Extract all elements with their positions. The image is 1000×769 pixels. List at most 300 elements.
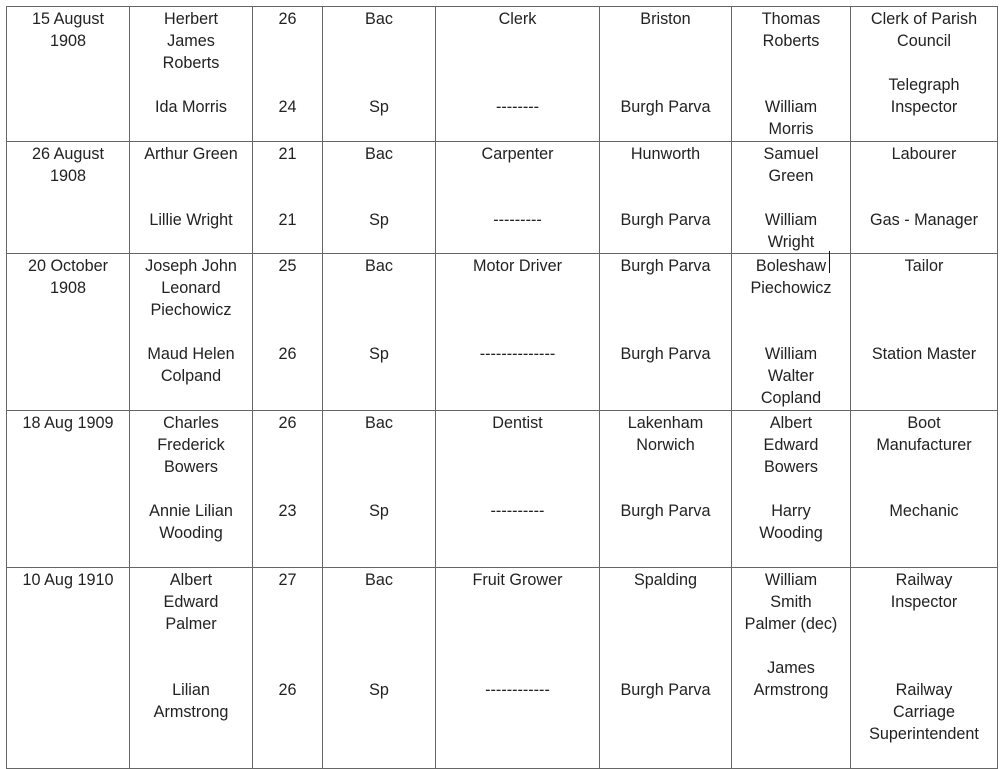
- cell-text-line: [438, 456, 597, 478]
- cell-text-line: Annie Lilian: [149, 502, 233, 520]
- cell-text-line: [853, 522, 995, 544]
- cell-text-line: 18 Aug 1909: [22, 414, 114, 432]
- cell-text-line: Station Master: [871, 345, 977, 363]
- cell-text-line: [325, 544, 433, 566]
- cell-text-line: [438, 591, 597, 613]
- cell-text-line: [9, 343, 127, 365]
- cell-text-line: [132, 187, 250, 209]
- cell-text-line: Gas - Manager: [870, 211, 978, 229]
- cell-text-line: [602, 456, 729, 478]
- cell-text-line: Sp: [369, 211, 389, 229]
- cell-text-line: [853, 544, 995, 566]
- cell-text-line: Leonard: [161, 279, 221, 297]
- cell-text-line: [9, 231, 127, 253]
- cell-text-line: Hunworth: [630, 145, 701, 163]
- cell-text-line: [602, 591, 729, 613]
- cell-text-line: Wooding: [159, 524, 223, 542]
- cell-text-line: Albert: [169, 571, 213, 589]
- cell-text-line: [853, 277, 995, 299]
- cell-text-line: [734, 701, 848, 723]
- cell-text-line: Railway: [895, 571, 953, 589]
- cell-text-line: [734, 635, 848, 657]
- table-row: [7, 254, 998, 411]
- residence-cell: [600, 142, 732, 254]
- cell-text-line: [438, 118, 597, 140]
- cell-text-line: [438, 522, 597, 544]
- cell-text-line: [325, 321, 433, 343]
- cell-text-line: [255, 231, 320, 253]
- cell-text-line: Sp: [369, 681, 389, 699]
- cell-text-line: Railway: [895, 681, 953, 699]
- cell-text-line: Morris: [768, 120, 814, 138]
- cell-text-line: [438, 434, 597, 456]
- cell-text-line: [602, 657, 729, 679]
- cell-text-line: [9, 187, 127, 209]
- cell-text-line: Thomas: [761, 10, 821, 28]
- cell-text-line: Bac: [365, 10, 393, 28]
- cell-text-line: 26: [278, 10, 297, 28]
- cell-text-line: [853, 635, 995, 657]
- cell-text-line: [325, 74, 433, 96]
- cell-text-line: ----------: [490, 502, 545, 520]
- cell-text-line: [325, 591, 433, 613]
- cell-text-line: [734, 478, 848, 500]
- cell-text-line: [602, 52, 729, 74]
- cell-text-line: Bowers: [764, 458, 818, 476]
- cell-text-line: Edward: [763, 436, 819, 454]
- cell-text-line: Bowers: [164, 458, 218, 476]
- cell-text-line: Herbert: [164, 10, 218, 28]
- cell-text-line: [853, 165, 995, 187]
- occupation-cell: [436, 411, 600, 568]
- cell-text-line: Burgh Parva: [620, 257, 711, 275]
- cell-text-line: Edward: [163, 593, 219, 611]
- cell-text-line: [132, 165, 250, 187]
- cell-text-line: [602, 30, 729, 52]
- cell-text-line: ---------: [493, 211, 542, 229]
- cell-text-line: [602, 365, 729, 387]
- cell-text-line: [853, 118, 995, 140]
- cell-text-line: Bac: [365, 414, 393, 432]
- cell-text-line: [734, 544, 848, 566]
- cell-text-line: [9, 478, 127, 500]
- cell-text-line: [602, 723, 729, 745]
- cell-text-line: [325, 745, 433, 767]
- cell-text-line: 21: [278, 211, 297, 229]
- cell-text-line: Charles: [163, 414, 219, 432]
- cell-text-line: Lillie Wright: [149, 211, 233, 229]
- cell-text-line: Fruit Grower: [472, 571, 563, 589]
- cell-text-line: [734, 52, 848, 74]
- cell-text-line: Bac: [365, 257, 393, 275]
- cell-text-line: [438, 52, 597, 74]
- date-cell: [7, 142, 130, 254]
- cell-text-line: Motor Driver: [472, 257, 563, 275]
- cell-text-line: [853, 657, 995, 679]
- cell-text-line: 15 August: [31, 10, 104, 28]
- name-cell: [130, 411, 253, 568]
- cell-text-line: Mechanic: [889, 502, 959, 520]
- table-row: [7, 142, 998, 254]
- occupation-cell: [436, 142, 600, 254]
- cell-text-line: [438, 231, 597, 253]
- cell-text-line: [602, 74, 729, 96]
- cell-text-line: William: [764, 98, 818, 116]
- cell-text-line: 21: [278, 145, 297, 163]
- cell-text-line: Sp: [369, 98, 389, 116]
- age-cell: [253, 254, 323, 411]
- cell-text-line: [255, 30, 320, 52]
- cell-text-line: [9, 723, 127, 745]
- cell-text-line: [255, 478, 320, 500]
- cell-text-line: [9, 434, 127, 456]
- cell-text-line: [9, 635, 127, 657]
- cell-text-line: Dentist: [492, 414, 543, 432]
- cell-text-line: Bac: [365, 571, 393, 589]
- cell-text-line: Ida Morris: [155, 98, 227, 116]
- cell-text-line: [132, 723, 250, 745]
- cell-text-line: Samuel: [763, 145, 819, 163]
- cell-text-line: Walter: [767, 367, 815, 385]
- cell-text-line: [853, 365, 995, 387]
- cell-text-line: [853, 387, 995, 409]
- cell-text-line: [602, 635, 729, 657]
- cell-text-line: Telegraph: [888, 76, 960, 94]
- cell-text-line: James: [767, 659, 815, 677]
- cell-text-line: [255, 74, 320, 96]
- cell-text-line: [325, 478, 433, 500]
- cell-text-line: [602, 299, 729, 321]
- cell-text-line: [853, 299, 995, 321]
- cell-text-line: Boleshaw: [755, 257, 827, 275]
- father-occupation-cell: [851, 254, 998, 411]
- cell-text-line: Manufacturer: [876, 436, 972, 454]
- name-cell: [130, 7, 253, 142]
- cell-text-line: [9, 209, 127, 231]
- cell-text-line: [9, 299, 127, 321]
- cell-text-line: [325, 277, 433, 299]
- cell-text-line: [438, 635, 597, 657]
- cell-text-line: [438, 321, 597, 343]
- cell-text-line: [132, 544, 250, 566]
- cell-text-line: Briston: [640, 10, 691, 28]
- cell-text-line: [132, 118, 250, 140]
- cell-text-line: [132, 635, 250, 657]
- cell-text-line: [438, 277, 597, 299]
- cell-text-line: [734, 745, 848, 767]
- cell-text-line: [255, 613, 320, 635]
- cell-text-line: [602, 118, 729, 140]
- cell-text-line: Lilian: [172, 681, 210, 699]
- cell-text-line: [255, 118, 320, 140]
- father-cell: [732, 7, 851, 142]
- table-row: [7, 568, 998, 769]
- cell-text-line: [602, 478, 729, 500]
- cell-text-line: [438, 30, 597, 52]
- cell-text-line: ------------: [485, 681, 550, 699]
- cell-text-line: 26: [278, 345, 297, 363]
- cell-text-line: Burgh Parva: [620, 681, 711, 699]
- cell-text-line: Boot: [907, 414, 941, 432]
- cell-text-line: [255, 635, 320, 657]
- cell-text-line: 27: [278, 571, 297, 589]
- cell-text-line: [255, 657, 320, 679]
- condition-cell: [323, 568, 436, 769]
- cell-text-line: [9, 745, 127, 767]
- cell-text-line: [132, 321, 250, 343]
- cell-text-line: [325, 434, 433, 456]
- cell-text-line: Spalding: [633, 571, 697, 589]
- cell-text-line: [132, 657, 250, 679]
- cell-text-line: Carpenter: [481, 145, 554, 163]
- cell-text-line: 1908: [49, 279, 86, 297]
- cell-text-line: 25: [278, 257, 297, 275]
- condition-cell: [323, 254, 436, 411]
- date-cell: [7, 254, 130, 411]
- cell-text-line: [853, 321, 995, 343]
- cell-text-line: [9, 321, 127, 343]
- cell-text-line: [9, 74, 127, 96]
- age-cell: [253, 7, 323, 142]
- cell-text-line: [9, 613, 127, 635]
- cell-text-line: [438, 187, 597, 209]
- cell-text-line: Burgh Parva: [620, 98, 711, 116]
- cell-text-line: [853, 478, 995, 500]
- cell-text-line: Burgh Parva: [620, 502, 711, 520]
- cell-text-line: 10 Aug 1910: [22, 571, 114, 589]
- cell-text-line: [255, 456, 320, 478]
- residence-cell: [600, 568, 732, 769]
- cell-text-line: [9, 657, 127, 679]
- cell-text-line: [602, 544, 729, 566]
- cell-text-line: William: [764, 345, 818, 363]
- cell-text-line: [255, 745, 320, 767]
- cell-text-line: [9, 701, 127, 723]
- age-cell: [253, 568, 323, 769]
- cell-text-line: Piechowicz: [750, 279, 832, 297]
- marriage-register-table: [6, 6, 998, 769]
- cell-text-line: [9, 679, 127, 701]
- cell-text-line: [132, 478, 250, 500]
- residence-cell: [600, 411, 732, 568]
- cell-text-line: Armstrong: [753, 681, 829, 699]
- cell-text-line: [255, 387, 320, 409]
- cell-text-line: [438, 387, 597, 409]
- cell-text-line: [9, 500, 127, 522]
- cell-text-line: --------: [495, 98, 540, 116]
- cell-text-line: William: [764, 571, 818, 589]
- condition-cell: [323, 142, 436, 254]
- occupation-cell: [436, 254, 600, 411]
- cell-text-line: [438, 74, 597, 96]
- cell-text-line: Palmer (dec): [744, 615, 838, 633]
- cell-text-line: Bac: [365, 145, 393, 163]
- father-cell: [732, 142, 851, 254]
- cell-text-line: [325, 657, 433, 679]
- cell-text-line: [255, 321, 320, 343]
- cell-text-line: Frederick: [157, 436, 225, 454]
- cell-text-line: [9, 544, 127, 566]
- cell-text-line: [734, 321, 848, 343]
- cell-text-line: [602, 231, 729, 253]
- date-cell: [7, 411, 130, 568]
- cell-text-line: [255, 52, 320, 74]
- cell-text-line: [325, 231, 433, 253]
- father-occupation-cell: [851, 7, 998, 142]
- cell-text-line: [438, 701, 597, 723]
- cell-text-line: [255, 723, 320, 745]
- cell-text-line: [438, 165, 597, 187]
- cell-text-line: [325, 118, 433, 140]
- father-cell: [732, 568, 851, 769]
- cell-text-line: [853, 745, 995, 767]
- father-occupation-cell: [851, 568, 998, 769]
- cell-text-line: [132, 231, 250, 253]
- cell-text-line: Sp: [369, 345, 389, 363]
- cell-text-line: [255, 434, 320, 456]
- cell-text-line: [438, 299, 597, 321]
- cell-text-line: [325, 187, 433, 209]
- cell-text-line: Armstrong: [153, 703, 229, 721]
- cell-text-line: Superintendent: [869, 725, 979, 743]
- cell-text-line: [9, 387, 127, 409]
- cell-text-line: [325, 30, 433, 52]
- cell-text-line: [602, 187, 729, 209]
- cell-text-line: 1908: [49, 32, 86, 50]
- cell-text-line: Copland: [760, 389, 822, 407]
- father-cell: [732, 411, 851, 568]
- father-occupation-cell: [851, 411, 998, 568]
- cell-text-line: [255, 277, 320, 299]
- cell-text-line: [325, 365, 433, 387]
- age-cell: [253, 411, 323, 568]
- residence-cell: [600, 7, 732, 142]
- text-cursor: [829, 251, 830, 273]
- cell-text-line: Colpand: [160, 367, 222, 385]
- occupation-cell: [436, 568, 600, 769]
- condition-cell: [323, 411, 436, 568]
- cell-text-line: Arthur Green: [144, 145, 238, 163]
- cell-text-line: 26: [278, 681, 297, 699]
- cell-text-line: [602, 613, 729, 635]
- cell-text-line: Carriage: [892, 703, 956, 721]
- cell-text-line: Green: [768, 167, 814, 185]
- date-cell: [7, 568, 130, 769]
- cell-text-line: [255, 544, 320, 566]
- cell-text-line: [255, 165, 320, 187]
- cell-text-line: [853, 231, 995, 253]
- cell-text-line: Tailor: [904, 257, 944, 275]
- cell-text-line: [325, 387, 433, 409]
- date-cell: [7, 7, 130, 142]
- cell-text-line: [438, 723, 597, 745]
- cell-text-line: [325, 456, 433, 478]
- cell-text-line: [325, 635, 433, 657]
- cell-text-line: Roberts: [162, 54, 220, 72]
- cell-text-line: Lakenham: [627, 414, 704, 432]
- cell-text-line: [325, 701, 433, 723]
- table-row: [7, 7, 998, 142]
- cell-text-line: [602, 745, 729, 767]
- cell-text-line: [602, 321, 729, 343]
- cell-text-line: [9, 522, 127, 544]
- name-cell: [130, 568, 253, 769]
- cell-text-line: 24: [278, 98, 297, 116]
- cell-text-line: [255, 299, 320, 321]
- cell-text-line: Palmer: [165, 615, 217, 633]
- father-cell: [732, 254, 851, 411]
- cell-text-line: Albert: [769, 414, 813, 432]
- cell-text-line: Norwich: [636, 436, 695, 454]
- cell-text-line: [853, 456, 995, 478]
- cell-text-line: [325, 613, 433, 635]
- cell-text-line: [9, 591, 127, 613]
- cell-text-line: Piechowicz: [150, 301, 232, 319]
- cell-text-line: [9, 52, 127, 74]
- cell-text-line: Smith: [770, 593, 812, 611]
- cell-text-line: 26: [278, 414, 297, 432]
- cell-text-line: [325, 52, 433, 74]
- cell-text-line: [255, 365, 320, 387]
- age-cell: [253, 142, 323, 254]
- cell-text-line: [9, 456, 127, 478]
- cell-text-line: Roberts: [762, 32, 820, 50]
- cell-text-line: [438, 544, 597, 566]
- cell-text-line: [9, 96, 127, 118]
- occupation-cell: [436, 7, 600, 142]
- residence-cell: [600, 254, 732, 411]
- father-occupation-cell: [851, 142, 998, 254]
- cell-text-line: [255, 591, 320, 613]
- name-cell: [130, 254, 253, 411]
- cell-text-line: [325, 723, 433, 745]
- cell-text-line: [255, 522, 320, 544]
- cell-text-line: [602, 387, 729, 409]
- cell-text-line: Wright: [767, 233, 815, 251]
- cell-text-line: Council: [897, 32, 951, 50]
- cell-text-line: Labourer: [891, 145, 957, 163]
- name-cell: [130, 142, 253, 254]
- cell-text-line: [602, 522, 729, 544]
- condition-cell: [323, 7, 436, 142]
- cell-text-line: 23: [278, 502, 297, 520]
- cell-text-line: [853, 52, 995, 74]
- cell-text-line: [602, 277, 729, 299]
- cell-text-line: [132, 745, 250, 767]
- cell-text-line: [325, 522, 433, 544]
- cell-text-line: Inspector: [890, 593, 958, 611]
- cell-text-line: [438, 365, 597, 387]
- register-body: [7, 7, 998, 769]
- cell-text-line: James: [167, 32, 215, 50]
- cell-text-line: William: [764, 211, 818, 229]
- table-row: [7, 411, 998, 568]
- cell-text-line: Sp: [369, 502, 389, 520]
- cell-text-line: Clerk: [498, 10, 537, 28]
- cell-text-line: [438, 613, 597, 635]
- cell-text-line: 1908: [49, 167, 86, 185]
- cell-text-line: [9, 118, 127, 140]
- cell-text-line: [734, 299, 848, 321]
- cell-text-line: [132, 387, 250, 409]
- cell-text-line: Harry: [771, 502, 811, 520]
- cell-text-line: [325, 299, 433, 321]
- cell-text-line: Burgh Parva: [620, 211, 711, 229]
- cell-text-line: [438, 657, 597, 679]
- cell-text-line: Inspector: [890, 98, 958, 116]
- cell-text-line: Wooding: [759, 524, 823, 542]
- cell-text-line: Clerk of Parish: [870, 10, 978, 28]
